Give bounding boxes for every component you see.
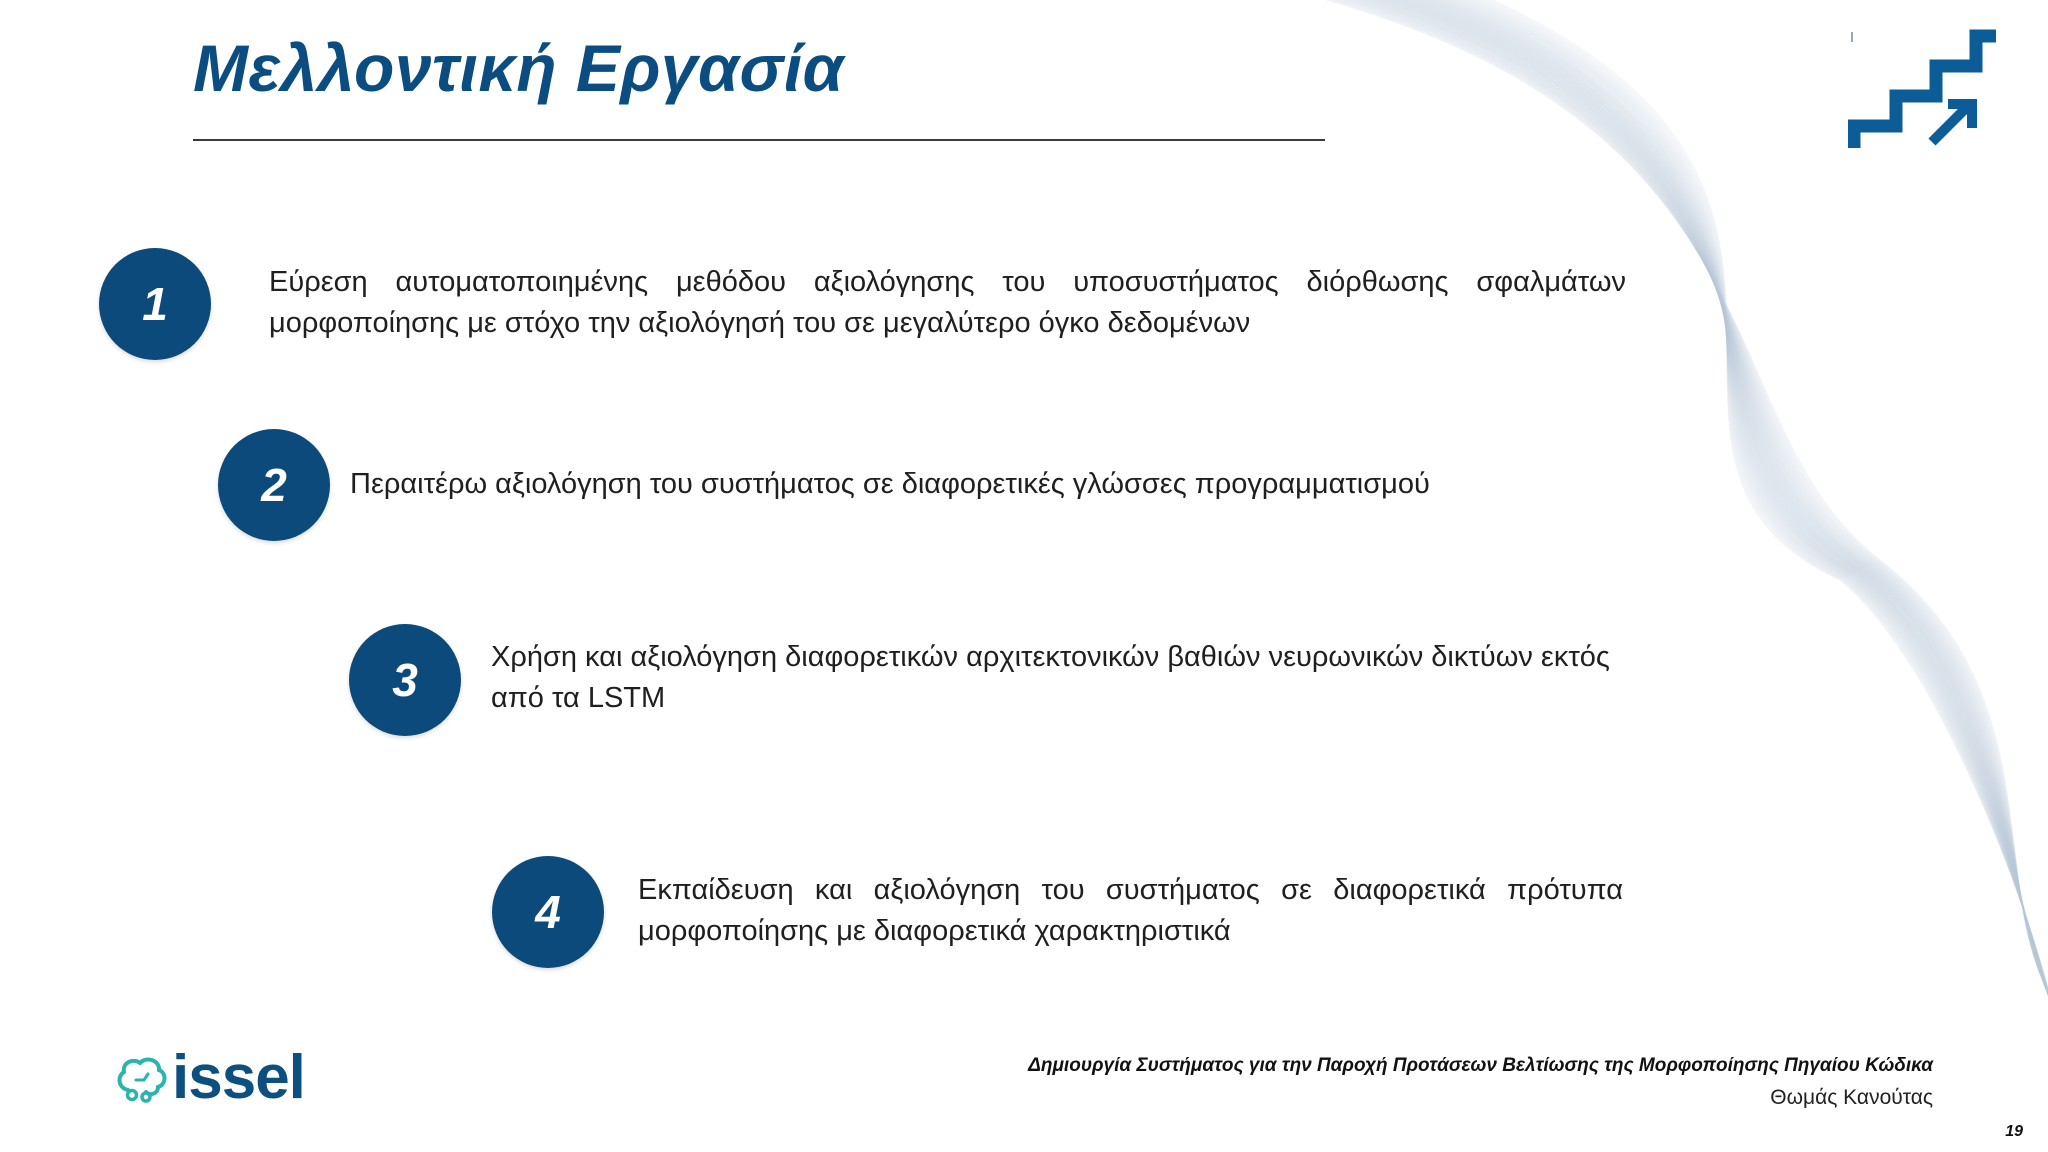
item-number-4: 4: [492, 856, 604, 968]
logo-text: issel: [172, 1043, 305, 1112]
item-text-1: Εύρεση αυτοματοποιημένης μεθόδου αξιολόγησης του υποσυστήματος διόρθωσης σφαλμάτων μορφοποίησης με στόχο την αξιολόγησή του σε μεγαλύτερο όγκο δεδομένων: [269, 266, 1626, 339]
item-text-2: Περαιτέρω αξιολόγηση του συστήματος σε διαφορετικές γλώσσες προγραμματισμού: [350, 468, 1430, 500]
stairs-arrow-icon: [1848, 24, 2008, 154]
thesis-title: Δημιουργία Συστήματος για την Παροχή Προτάσεων Βελτίωσης της Μορφοποίησης Πηγαίου Κώδικα: [1028, 1055, 1933, 1076]
item-number-2: 2: [218, 429, 330, 541]
issel-logo: [114, 1043, 324, 1112]
item-text-3: Χρήση και αξιολόγηση διαφορετικών αρχιτεκτονικών βαθιών νευρωνικών δικτύων εκτός από τα LSTM: [491, 641, 1610, 714]
item-number-1: 1: [99, 248, 211, 360]
author-name: Θωμάς Κανούτας: [1770, 1086, 1933, 1109]
page-number: 19: [2005, 1123, 2023, 1140]
slide-title: Μελλοντική Εργασία: [193, 31, 845, 105]
title-divider: [193, 139, 1325, 141]
item-text-4: Εκπαίδευση και αξιολόγηση του συστήματος σε διαφορετικά πρότυπα μορφοποίησης με διαφορετικά χαρακτηριστικά: [638, 874, 1623, 947]
item-number-3: 3: [349, 624, 461, 736]
brain-circuit-icon: [114, 1050, 170, 1106]
